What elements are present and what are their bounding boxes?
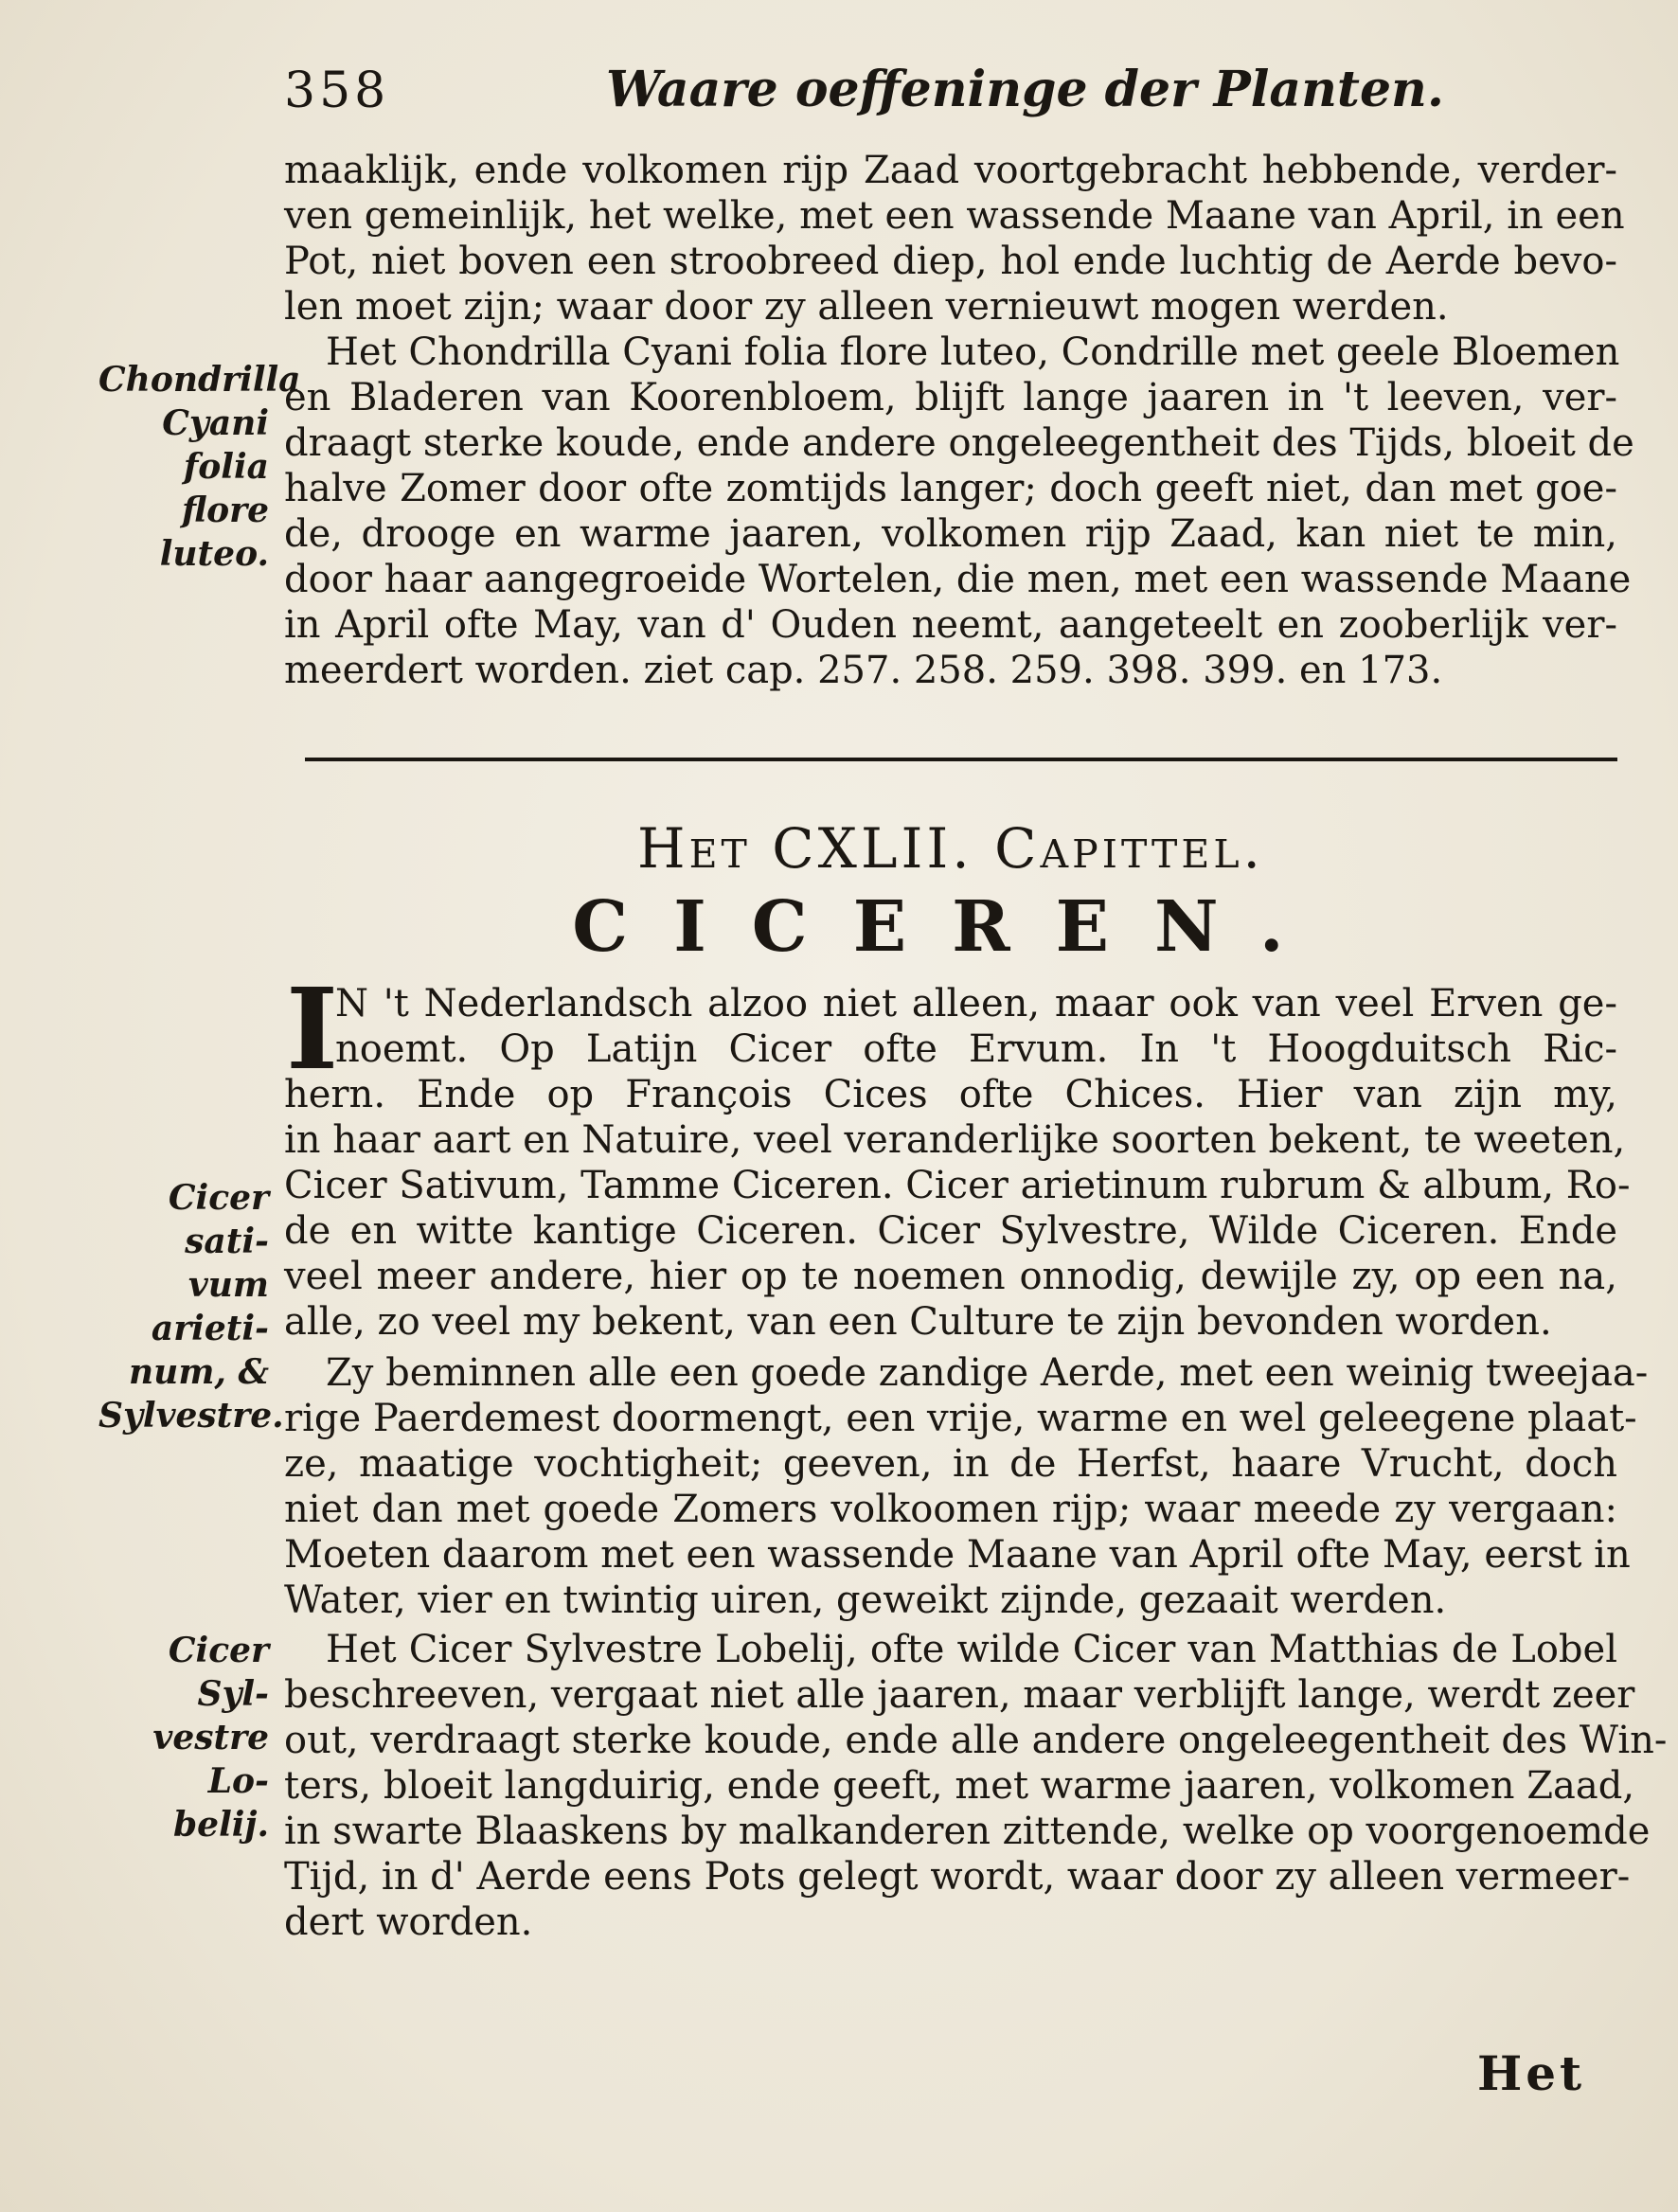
text-line: noemt. Op Latijn Cicer ofte Ervum. In 't Hoogduitsch Ric- — [335, 1027, 1617, 1071]
text-line: hern. Ende op François Cices ofte Chices. Hier van zijn my, — [284, 1073, 1617, 1116]
text-line: meerdert worden. ziet cap. 257. 258. 259. 398. 399. en 173. — [284, 649, 1443, 692]
margin-note-line: vestre Lo- — [152, 1718, 269, 1801]
text-line: in haar aart en Natuire, veel veranderlijke soorten bekent, te weeten, — [284, 1118, 1626, 1162]
text-line: Water, vier en twintig uiren, geweikt zijnde, gezaait werden. — [284, 1579, 1447, 1622]
bleed-through-text — [76, 530, 86, 569]
intro-text — [284, 981, 1631, 1345]
text-line: out, verdraagt sterke koude, ende alle andere ongeleegentheit des Win- — [284, 1719, 1668, 1762]
margin-note-line: Cicer Syl- — [168, 1631, 269, 1714]
text-line: door haar aangegroeide Wortelen, die men, met een wassende Maane — [284, 558, 1632, 601]
text-line: de en witte kantige Ciceren. Cicer Sylvestre, Wilde Ciceren. Ende — [284, 1209, 1617, 1253]
top-section-text — [284, 148, 1634, 693]
lobel-text — [284, 1627, 1668, 1945]
text-line: in swarte Blaaskens by malkanderen zittende, welke op voorgenoemde — [284, 1810, 1651, 1853]
margin-note-line: flore luteo. — [159, 491, 269, 574]
margin-note-line: Cyani folia — [162, 403, 269, 487]
text-line: N 't Nederlandsch alzoo niet alleen, maar ook van veel Erven ge- — [335, 982, 1617, 1026]
margin-note-cicer-sativum — [98, 1176, 284, 1437]
text-line: len moet zijn; waar door zy alleen vernieuwt mogen werden. — [284, 285, 1449, 329]
section-rule — [305, 758, 1617, 761]
text-line: niet dan met goede Zomers volkoomen rijp; waar meede zy vergaan: — [284, 1488, 1617, 1531]
text-line: in April ofte May, van d' Ouden neemt, aangeteelt en zooberlijk ver- — [284, 603, 1617, 647]
text-line: Moeten daarom met een wassende Maane van April ofte May, eerst in — [284, 1533, 1631, 1577]
catch-word: Het — [1477, 2045, 1586, 2101]
text-line: maaklijk, ende volkomen rijp Zaad voortgebracht hebbende, verder- — [284, 149, 1617, 192]
text-line: alle, zo veel my bekent, van een Culture te zijn bevonden worden. — [284, 1300, 1552, 1344]
text-line: rige Paerdemest doormengt, een vrije, warme en wel geleegene plaat- — [284, 1397, 1637, 1440]
text-line: Het Cicer Sylvestre Lobelij, ofte wilde Cicer van Matthias de Lobel — [326, 1628, 1617, 1671]
chapter-title: CICEREN. — [572, 886, 1330, 968]
text-line: ze, maatige vochtigheit; geeven, in de Herfst, haare Vrucht, doch — [284, 1442, 1617, 1486]
margin-note-line: belij. — [173, 1805, 269, 1845]
margin-note-line: Sylvestre. — [98, 1396, 284, 1436]
text-line: Tijd, in d' Aerde eens Pots gelegt wordt, waar door zy alleen vermeer- — [284, 1855, 1631, 1899]
margin-note-chondrilla — [98, 358, 301, 576]
margin-note-cicer-sylvestre — [98, 1629, 269, 1846]
text-line: Het Chondrilla Cyani folia flore luteo, Condrille met geele Bloemen — [326, 330, 1620, 374]
margin-note-line: vum arieti- — [151, 1265, 269, 1348]
text-line: dert worden. — [284, 1900, 533, 1944]
text-line: beschreeven, vergaat niet alle jaaren, maar verblijft lange, werdt zeer — [284, 1673, 1635, 1717]
text-line: en Bladeren van Koorenbloem, blijft lange jaaren in 't leeven, ver- — [284, 376, 1617, 419]
page-number: 358 — [284, 62, 390, 119]
text-line: de, drooge en warme jaaren, volkomen rijp Zaad, kan niet te min, — [284, 512, 1617, 556]
text-line: ters, bloeit langduirig, ende geeft, met warme jaaren, volkomen Zaad, — [284, 1764, 1635, 1808]
text-line: Cicer Sativum, Tamme Ciceren. Cicer arietinum rubrum & album, Ro- — [284, 1164, 1631, 1207]
text-line: veel meer andere, hier op te noemen onnodig, dewijle zy, op een na, — [284, 1255, 1617, 1298]
text-line: halve Zomer door ofte zomtijds langer; doch geeft niet, dan met goe- — [284, 467, 1617, 510]
text-line: ven gemeinlijk, het welke, met een wassende Maane van April, in een — [284, 194, 1625, 238]
text-line: Pot, niet boven een stroobreed diep, hol ende luchtig de Aerde bevo- — [284, 240, 1617, 283]
running-title: Waare oeffeninge der Planten. — [606, 61, 1444, 118]
page-header — [284, 61, 1619, 127]
margin-note-line: Cicer sati- — [168, 1178, 269, 1261]
margin-note-line: num, & — [128, 1352, 269, 1392]
culture-text — [284, 1350, 1649, 1623]
margin-note-line: Chondrilla — [98, 360, 301, 400]
text-line: draagt sterke koude, ende andere ongeleegentheit des Tijds, bloeit de — [284, 421, 1634, 465]
text-line: Zy beminnen alle een goede zandige Aerde, met een weinig tweejaa- — [326, 1351, 1649, 1395]
drop-cap: I — [286, 963, 339, 1095]
chapter-heading: Het CXLII. Capittel. — [637, 816, 1264, 881]
